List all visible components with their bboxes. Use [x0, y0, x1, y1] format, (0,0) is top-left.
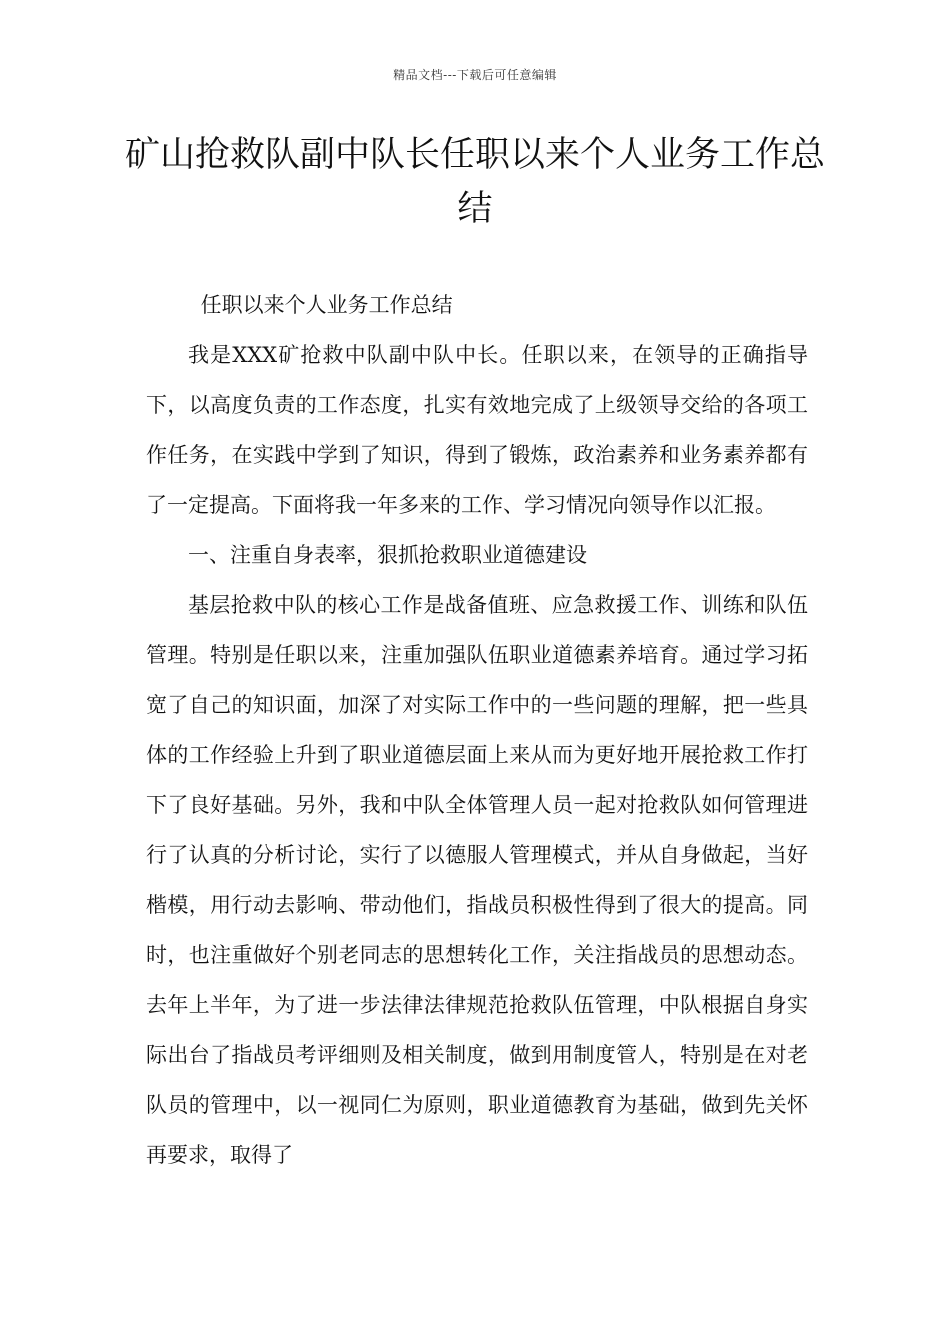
document-subtitle: 任职以来个人业务工作总结 — [200, 293, 453, 317]
header-note: 精品文档---下载后可任意编辑 — [393, 68, 557, 82]
paragraph-section-1: 基层抢救中队的核心工作是战备值班、应急救援工作、训练和队伍管理。特别是任职以来，注重加强队伍职业道德素养培育。通过学习拓宽了自己的知识面，加深了对实际工作中的一些问题的理解，把一些具体的工作经验上升到了职业道德层面上来从而为更好地开展抢救工作打下了良好基础。另外，我和中队全体管理人员一起对抢救队如何管理进行了认真的分析讨论，实行了以德服人管理模式，并从自身做起，当好楷模，用行动去影响、带动他们，指战员积极性得到了很大的提高。同时，也注重做好个别老同志的思想转化工作，关注指战员的思想动态。去年上半年，为了进一步法律法律规范抢救队伍管理，中队根据自身实际出台了指战员考评细则及相关制度，做到用制度管人，特别是在对老队员的管理中，以一视同仁为原则，职业道德教育为基础，做到先关怀再要求，取得了 — [146, 593, 808, 1167]
section-heading-1: 一、注重自身表率，狠抓抢救职业道德建设 — [188, 543, 587, 567]
paragraph-intro: 我是XXX矿抢救中队副中队中长。任职以来，在领导的正确指导下，以高度负责的工作态度，扎实有效地完成了上级领导交给的各项工作任务，在实践中学到了知识，得到了锻炼，政治素养和业务素养都有了一定提高。下面将我一年多来的工作、学习情况向领导作以汇报。 — [146, 343, 808, 517]
document-title: 矿山抢救队副中队长任职以来个人业务工作总结 — [124, 135, 825, 229]
document-body — [146, 280, 808, 1180]
